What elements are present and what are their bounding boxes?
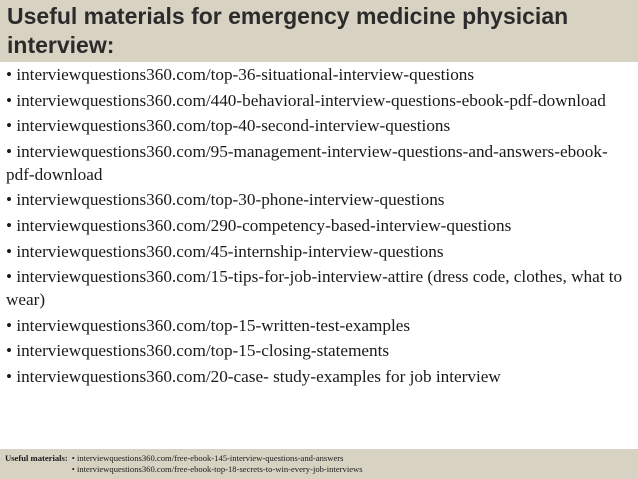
footer-links <box>72 453 363 474</box>
footer-content <box>5 453 363 474</box>
list-item: • interviewquestions360.com/15-tips-for-job-interview-attire (dress code, clothes, what to wear) <box>6 267 623 309</box>
materials-list <box>6 64 634 392</box>
list-item: • interviewquestions360.com/20-case- study-examples for job interview <box>6 366 501 386</box>
slide-title: Useful materials for emergency medicine physician interview: <box>7 3 569 58</box>
footer-band <box>0 449 638 479</box>
list-item: • interviewquestions360.com/45-internship-interview-questions <box>6 241 444 261</box>
title-band <box>0 0 638 62</box>
list-item: • interviewquestions360.com/top-15-written-test-examples <box>6 315 411 335</box>
list-item: • interviewquestions360.com/290-competency-based-interview-questions <box>6 215 512 235</box>
list-item: • interviewquestions360.com/top-40-second-interview-questions <box>6 116 451 136</box>
list-item: • interviewquestions360.com/top-30-phone-interview-questions <box>6 190 445 210</box>
list-item: • interviewquestions360.com/top-15-closing-statements <box>6 341 390 361</box>
footer-link: • interviewquestions360.com/free-ebook-top-18-secrets-to-win-every-job-interviews <box>71 463 363 474</box>
list-item: • interviewquestions360.com/top-36-situational-interview-questions <box>6 65 475 84</box>
footer-label: Useful materials: <box>5 453 68 463</box>
footer-link: • interviewquestions360.com/free-ebook-145-interview-questions-and-answers <box>71 453 344 463</box>
list-item: • interviewquestions360.com/440-behavioral-interview-questions-ebook-pdf-download <box>6 90 606 110</box>
list-item: • interviewquestions360.com/95-management-interview-questions-and-answers-ebook-pdf-download <box>6 142 608 184</box>
